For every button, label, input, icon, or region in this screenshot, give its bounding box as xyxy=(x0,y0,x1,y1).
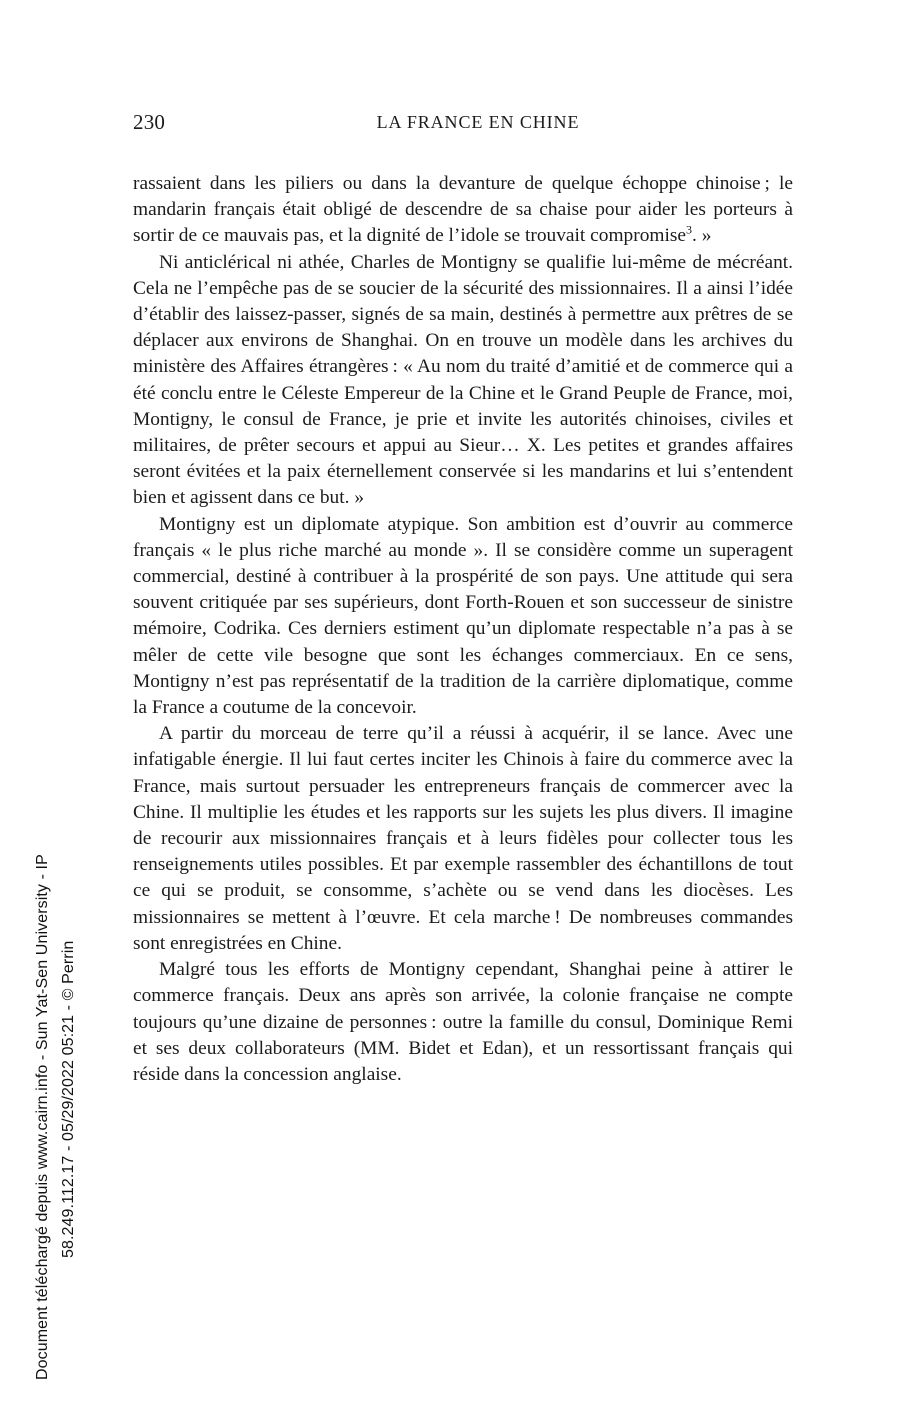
cairn-watermark xyxy=(0,0,110,1419)
page-header xyxy=(133,110,793,136)
paragraph-montigny-laissez-passer: Ni anticlérical ni athée, Charles de Montigny se qualifie lui-même de mécréant. Cela ne l’empêche pas de se soucier de la sécurité des missionnaires. Il a ainsi l’idée d’établir des laissez-passer, signés de sa main, destinés à permettre aux prêtres de se déplacer aux environs de Shanghai. On en trouve un modèle dans les archives du ministère des Affaires étrangères : « Au nom du traité d’amitié et de commerce qui a été conclu entre le Céleste Empereur de la Chine et le Grand Peuple de France, moi, Montigny, le consul de France, je prie et invite les autorités chinoises, civiles et militaires, de prêter secours et appui au Sieur… X. Les petites et grandes affaires seront évitées et la paix éternellement conservée si les mandarins et lui s’entendent bien et agissent dans ce but. » xyxy=(133,251,793,509)
paragraph-text: rassaient dans les piliers ou dans la devanture de quelque échoppe chinoise ; le mandarin français était obligé de descendre de sa chaise pour aider les porteurs à sortir de ce mauvais pas, et la dignité de l’idole se trouvait compromise xyxy=(133,173,793,247)
paragraph-diplomate-atypique: Montigny est un diplomate atypique. Son ambition est d’ouvrir au commerce français « le plus riche marché au monde ». Il se considère comme un superagent commercial, destiné à contribuer à la prospérité de son pays. Une attitude qui sera souvent critiquée par ses supérieurs, dont Forth-Rouen et son successeur de sinistre mémoire, Codrika. Ces derniers estiment qu’un diplomate respectable n’a pas à se mêler de cette vile besogne que sont les échanges commerciaux. En ce sens, Montigny n’est pas représentatif de la tradition de la carrière diplomatique, comme la France a coutume de la concevoir. xyxy=(133,513,793,719)
running-head-title: LA FRANCE EN CHINE xyxy=(376,112,580,132)
paragraph-morceau-de-terre: A partir du morceau de terre qu’il a réussi à acquérir, il se lance. Avec une infatigable énergie. Il lui faut certes inciter les Chinois à faire du commerce avec la France, mais surtout persuader les entrepreneurs français de commercer avec la Chine. Il multiplie les études et les rapports sur les sujets les plus divers. Il imagine de recourir aux missionnaires français et à leurs fidèles pour collecter tous les renseignements utiles possibles. Et par exemple rassembler des échantillons de tout ce qui se produit, se consomme, s’achète ou se vend dans les diocèses. Les missionnaires se mettent à l’œuvre. Et cela marche ! De nombreuses commandes sont enregistrées en Chine. xyxy=(133,723,793,954)
body-text-column xyxy=(133,171,793,1088)
footnote-marker[interactable]: 3 xyxy=(686,222,693,237)
page-number: 230 xyxy=(133,110,166,134)
watermark-source-line: Document téléchargé depuis www.cairn.info - Sun Yat-Sen University - IP xyxy=(34,854,51,1380)
paragraph-echoppe xyxy=(133,171,793,250)
paragraph-text-tail: . » xyxy=(692,225,712,247)
paragraph-colonie-francaise: Malgré tous les efforts de Montigny cependant, Shanghai peine à attirer le commerce français. Deux ans après son arrivée, la colonie française ne compte toujours qu’une dizaine de personnes : outre la famille du consul, Dominique Remi et ses deux collaborateurs (MM. Bidet et Edan), et un ressortissant français qui réside dans la concession anglaise. xyxy=(133,959,793,1085)
watermark-ip-timestamp-line: 58.249.112.17 - 05/29/2022 05:21 - © Perrin xyxy=(60,940,77,1258)
